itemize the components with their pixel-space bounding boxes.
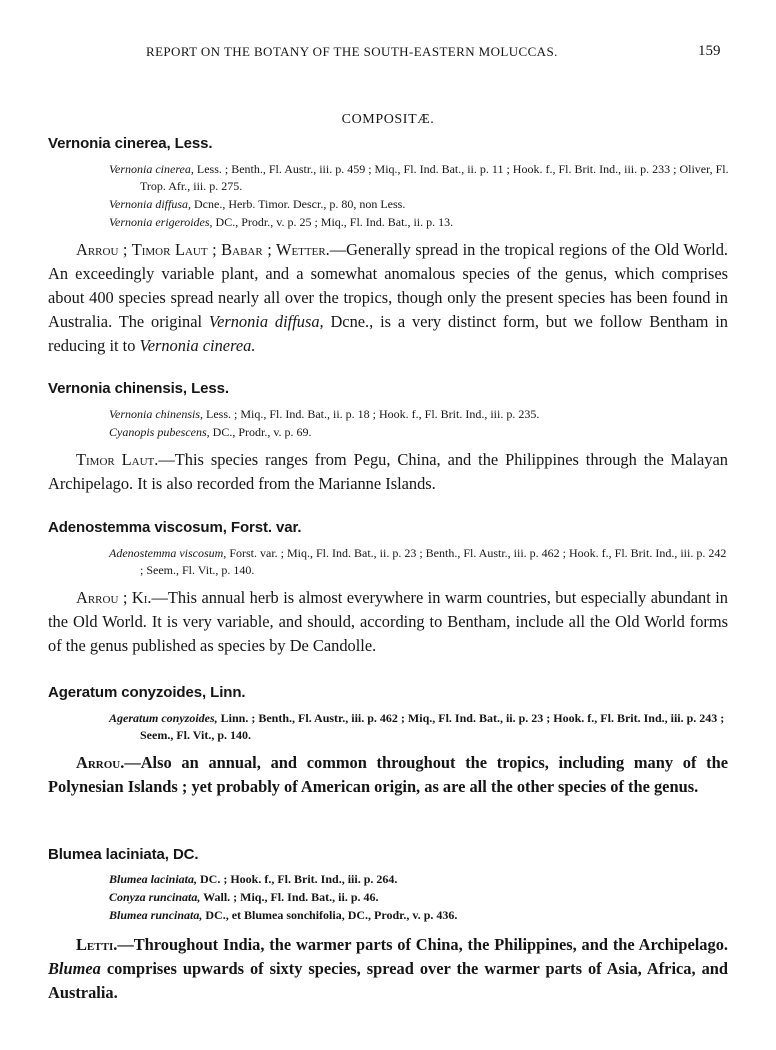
locality-list: Arrou. [76, 753, 125, 772]
species-author: Forst. var. [230, 519, 302, 536]
synonym-references [109, 161, 729, 232]
synonym-references [109, 710, 729, 745]
section-title: COMPOSITÆ. [341, 112, 435, 127]
species-author: Linn. [210, 684, 246, 701]
page-number: 159 [698, 43, 721, 59]
species-author: DC. [172, 846, 199, 863]
reference-line: Adenostemma viscosum, Forst. var. ; Miq., Fl. Ind. Bat., ii. p. 23 ; Benth., Fl. Austr., iii. p. 462 ; Hook. f., Fl. Brit. Ind., iii. p. 242 ; Seem., Fl. Vit., p. 140. [109, 546, 727, 577]
running-title: REPORT ON THE BOTANY OF THE SOUTH-EASTERN MOLUCCAS. [146, 44, 558, 59]
reference-line: Vernonia cinerea, Less. ; Benth., Fl. Austr., iii. p. 459 ; Miq., Fl. Ind. Bat., ii. p. 11 ; Hook. f., Fl. Brit. Ind., iii. p. 233 ; Oliver, Fl. Trop. Afr., iii. p. 275. [109, 162, 729, 193]
synonym-references [109, 406, 729, 442]
species-description: Timor Laut.—This species ranges from Pegu, China, and the Philippines through the Malayan Archipelago. It is also recorded from the Marianne Islands. [48, 450, 728, 493]
synonym-references [109, 871, 729, 925]
species-description: Arrou ; Ki.—This annual herb is almost everywhere in warm countries, but especially abundant in the Old World. It is very variable, and should, according to Bentham, include all the Old World forms of the genus published as species by De Candolle. [48, 588, 728, 655]
locality-list: Letti. [76, 935, 118, 954]
species-author: Less. [174, 135, 213, 152]
reference-line: Blumea runcinata, DC., et Blumea sonchifolia, DC., Prodr., v. p. 436. [109, 908, 458, 922]
species-heading-ageratum-conyzoides [48, 684, 245, 701]
species-heading-vernonia-chinensis [48, 380, 229, 397]
reference-line: Vernonia diffusa, Dcne., Herb. Timor. Descr., p. 80, non Less. [109, 197, 406, 211]
locality-list: Arrou ; Ki. [76, 588, 152, 607]
species-heading-vernonia-cinerea [48, 135, 212, 152]
reference-line: Vernonia erigeroides, DC., Prodr., v. p. 25 ; Miq., Fl. Ind. Bat., ii. p. 13. [109, 215, 454, 229]
species-description: Arrou.—Also an annual, and common throughout the tropics, including many of the Polynesian Islands ; yet probably of American origin, as are all the other species of the genus. [48, 753, 728, 796]
species-author: Less. [191, 380, 229, 397]
reference-line: Conyza runcinata, Wall. ; Miq., Fl. Ind. Bat., ii. p. 46. [109, 890, 379, 904]
locality-list: Timor Laut. [76, 450, 159, 469]
synonym-references [109, 545, 729, 580]
species-name: Blumea laciniata, [48, 846, 169, 863]
species-description: Arrou ; Timor Laut ; Babar ; Wetter.—Generally spread in the tropical regions of the Old World. An exceedingly variable plant, and a somewhat anomalous species of the genus, which comprises about 400 species spread nearly all over the tropics, though only the present species has been found in Australia. The original Vernonia diffusa, Dcne., is a very distinct form, but we follow Bentham in reducing it to Vernonia cinerea. [48, 240, 728, 355]
species-heading-adenostemma-viscosum [48, 519, 301, 536]
species-name: Ageratum conyzoides, [48, 684, 207, 701]
species-name: Adenostemma viscosum, [48, 519, 227, 536]
reference-line: Blumea laciniata, DC. ; Hook. f., Fl. Brit. Ind., iii. p. 264. [109, 872, 398, 886]
reference-line: Cyanopis pubescens, DC., Prodr., v. p. 69. [109, 425, 312, 439]
species-description: Letti.—Throughout India, the warmer parts of China, the Philippines, and the Archipelago. Blumea comprises upwards of sixty species, spread over the warmer parts of Asia, Africa, and Australia. [48, 935, 728, 1002]
species-name: Vernonia chinensis, [48, 380, 187, 397]
species-heading-blumea-laciniata [48, 846, 198, 863]
reference-line: Vernonia chinensis, Less. ; Miq., Fl. Ind. Bat., ii. p. 18 ; Hook. f., Fl. Brit. Ind., iii. p. 235. [109, 407, 540, 421]
species-name: Vernonia cinerea, [48, 135, 171, 152]
reference-line: Ageratum conyzoides, Linn. ; Benth., Fl. Austr., iii. p. 462 ; Miq., Fl. Ind. Bat., ii. p. 23 ; Hook. f., Fl. Brit. Ind., iii. p. 243 ; Seem., Fl. Vit., p. 140. [109, 711, 725, 742]
locality-list: Arrou ; Timor Laut ; Babar ; Wetter. [76, 240, 330, 259]
